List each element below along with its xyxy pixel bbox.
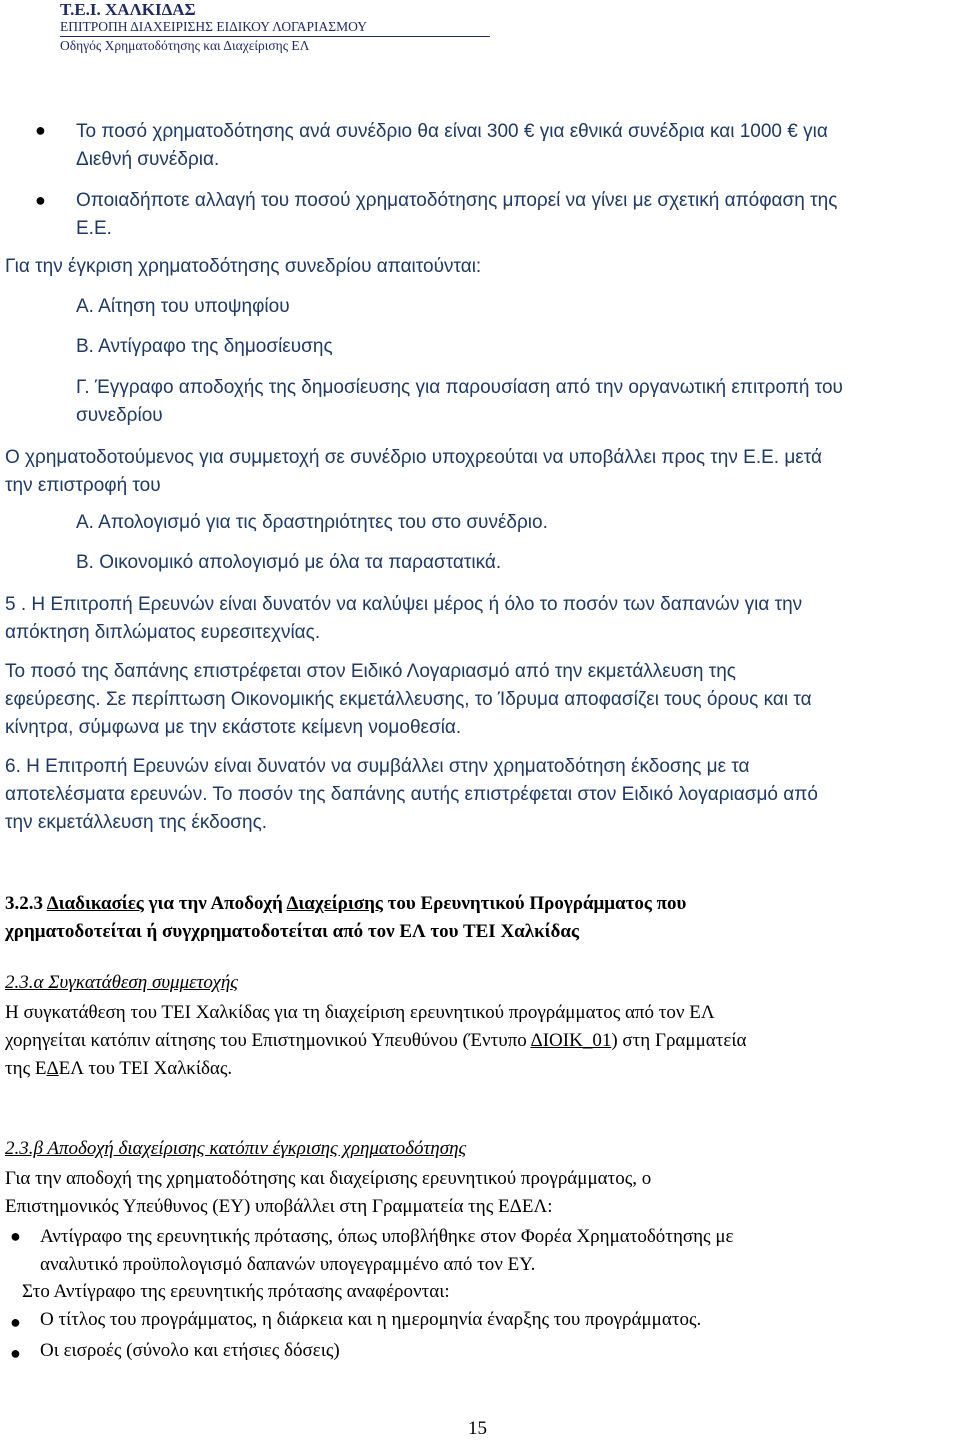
text-line: αποτελέσματα ερευνών. Το ποσόν της δαπάνης αυτής επιστρέφεται στον Ειδικό λογαριασμό από xyxy=(5,784,818,805)
text-underlined-letter: Δ xyxy=(46,1058,59,1079)
section-number: 3.2.3 xyxy=(5,893,43,914)
header-committee: ΕΠΙΤΡΟΠΗ ΔΙΑΧΕΙΡΙΣΗΣ ΕΙΔΙΚΟΥ ΛΟΓΑΡΙΑΣΜΟΥ xyxy=(60,19,490,37)
page-number: 15 xyxy=(468,1418,487,1439)
bullet-item-change xyxy=(76,187,960,243)
point-6-paragraph xyxy=(5,753,960,837)
text-line: την εκμετάλλευση της έκδοσης. xyxy=(5,812,268,833)
bullet-icon: ● xyxy=(35,190,46,210)
bullet-icon: ● xyxy=(10,1343,21,1363)
reporting-paragraph xyxy=(5,444,960,500)
text-line: Επιστημονικός Υπεύθυνος (ΕΥ) υποβάλλει στη Γραμματεία της ΕΔΕΛ: xyxy=(5,1196,553,1217)
bullet-line: Ε.Ε. xyxy=(76,218,112,239)
bullet-item-funding xyxy=(76,118,960,174)
heading-text: του Ερευνητικού Προγράμματος που xyxy=(382,893,687,914)
text-line: 5 . Η Επιτροπή Ερευνών είναι δυνατόν να καλύψει μέρος ή όλο το ποσόν των δαπανών για την xyxy=(5,594,803,615)
bullet-icon: ● xyxy=(10,1312,21,1332)
approval-intro: Για την έγκριση χρηματοδότησης συνεδρίου απαιτούνται: xyxy=(5,256,482,277)
text-span: της Ε xyxy=(5,1058,47,1079)
bullet-line: Οποιαδήποτε αλλαγή του ποσού χρηματοδότησης μπορεί να γίνει με σχετική απόφαση της xyxy=(76,190,838,211)
text-line: κίνητρα, σύμφωνα με την εκάστοτε κείμενη νομοθεσία. xyxy=(5,717,462,738)
bullet-item-title: Ο τίτλος του προγράμματος, η διάρκεια και η ημερομηνία έναρξης του προγράμματος. xyxy=(40,1309,702,1330)
approval-item-a: Α. Αίτηση του υποψηφίου xyxy=(76,296,290,317)
bullet-line: αναλυτικό προϋπολογισμό δαπανών υπογεγραμμένο από τον ΕΥ. xyxy=(40,1254,536,1275)
section-heading-3-2-3 xyxy=(5,890,960,946)
reporting-item-a: Α. Απολογισμό για τις δραστηριότητες του στο συνέδριο. xyxy=(76,512,548,533)
proposal-contents-intro: Στο Αντίγραφο της ερευνητικής πρότασης αναφέρονται: xyxy=(22,1281,450,1302)
text-line: Για την αποδοχή της χρηματοδότησης και διαχείρισης ερευνητικού προγράμματος, ο xyxy=(5,1168,652,1189)
bullet-line: Διεθνή συνέδρια. xyxy=(76,149,220,170)
text-line: Το ποσό της δαπάνης επιστρέφεται στον Ειδικό Λογαριασμό από την εκμετάλλευση της xyxy=(5,661,736,682)
bullet-line: Το ποσό χρηματοδότησης ανά συνέδριο θα είναι 300 € για εθνικά συνέδρια και 1000 € για xyxy=(76,121,828,142)
heading-line xyxy=(5,890,960,918)
text-line: Γ. Έγγραφο αποδοχής της δημοσίευσης για παρουσίαση από την οργανωτική επιτροπή του xyxy=(76,377,843,398)
point-5-refund-paragraph xyxy=(5,658,960,742)
reporting-item-b: Β. Οικονομικό απολογισμό με όλα τα παραστατικά. xyxy=(76,552,502,573)
approval-item-g xyxy=(76,374,843,430)
text-line: 6. Η Επιτροπή Ερευνών είναι δυνατόν να συμβάλλει στην χρηματοδότηση έκδοσης με τα xyxy=(5,756,750,777)
point-5-paragraph xyxy=(5,591,960,647)
text-span: ) στη Γραμματεία xyxy=(611,1030,747,1051)
subsection-title-2-3-a: 2.3.α Συγκατάθεση συμμετοχής xyxy=(5,972,239,993)
text-line: εφεύρεσης. Σε περίπτωση Οικονομικής εκμετάλλευσης, το Ίδρυμα αποφασίζει τους όρους και τα xyxy=(5,689,812,710)
page-header xyxy=(60,0,490,54)
bullet-icon: ● xyxy=(10,1226,21,1246)
header-institution: Τ.Ε.Ι. ΧΑΛΚΙΔΑΣ xyxy=(60,0,196,19)
text-line xyxy=(5,1027,960,1055)
subsection-2-3-a-paragraph xyxy=(5,999,960,1083)
subsection-2-3-b-paragraph xyxy=(5,1165,960,1221)
text-line xyxy=(5,1055,960,1083)
bullet-item-inflows: Οι εισροές (σύνολο και ετήσιες δόσεις) xyxy=(40,1340,340,1361)
bullet-line: Αντίγραφο της ερευνητικής πρότασης, όπως υποβλήθηκε στον Φορέα Χρηματοδότησης με xyxy=(40,1226,734,1247)
text-line: Ο χρηματοδοτούμενος για συμμετοχή σε συνέδριο υποχρεούται να υποβάλλει προς την Ε.Ε. μετά xyxy=(5,447,822,468)
heading-line: χρηματοδοτείται ή συγχρηματοδοτείται από τον ΕΛ του ΤΕΙ Χαλκίδας xyxy=(5,921,580,942)
text-line: απόκτηση διπλώματος ευρεσιτεχνίας. xyxy=(5,622,321,643)
text-line: την επιστροφή του xyxy=(5,475,161,496)
text-span: ΕΛ του ΤΕΙ Χαλκίδας. xyxy=(58,1058,233,1079)
text-line: Η συγκατάθεση του ΤΕΙ Χαλκίδας για τη διαχείριση ερευνητικού προγράμματος από τον ΕΛ xyxy=(5,1002,715,1023)
heading-text: για την Αποδοχή xyxy=(143,893,287,914)
text-span: χορηγείται κατόπιν αίτησης του Επιστημονικού Υπευθύνου (Έντυπο xyxy=(5,1030,531,1051)
bullet-item-proposal-copy xyxy=(40,1223,960,1279)
heading-underlined-word: Διαδικασίες xyxy=(46,893,144,914)
subsection-title-2-3-b: 2.3.β Αποδοχή διαχείρισης κατόπιν έγκρισης χρηματοδότησης xyxy=(5,1138,467,1159)
header-guide: Οδηγός Χρηματοδότησης και Διαχείρισης ΕΛ xyxy=(60,38,310,53)
form-code: ΔΙΟΙΚ_01 xyxy=(530,1030,612,1051)
heading-underlined-word: Διαχείρισης xyxy=(286,893,383,914)
bullet-icon: ● xyxy=(35,120,46,140)
text-line: συνεδρίου xyxy=(76,405,163,426)
approval-item-b: Β. Αντίγραφο της δημοσίευσης xyxy=(76,336,333,357)
